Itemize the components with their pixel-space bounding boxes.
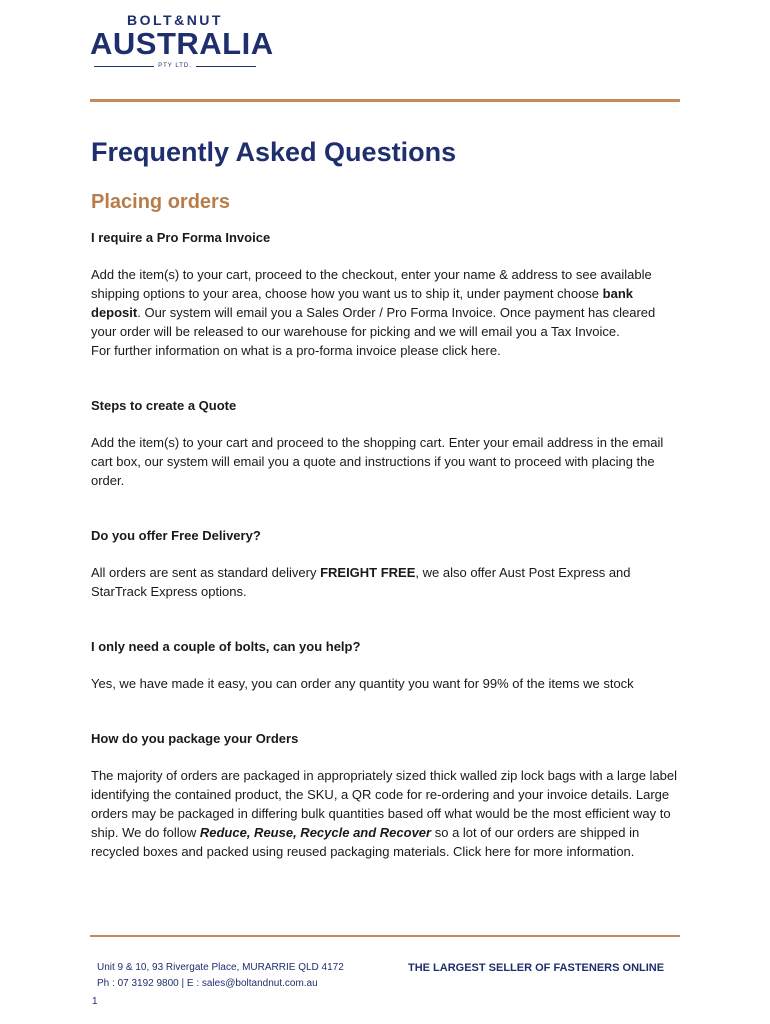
footer-divider [90, 935, 680, 937]
main-content [91, 134, 681, 861]
logo-main-text: AUSTRALIA [90, 26, 274, 61]
logo-sub [90, 62, 260, 70]
faq-answer: Add the item(s) to your cart, proceed to the checkout, enter your name & address to see available shipping options to your area, choose how you want us to ship it, under payment choose bank deposit. Our system will email you a Sales Order / Pro Forma Invoice. Once payment has cleared your order will be released to our warehouse for picking and we will email you a Tax Invoice. For further information on what is a pro-forma invoice please click here. [91, 267, 656, 358]
footer-address: Unit 9 & 10, 93 Rivergate Place, MURARRIE QLD 4172 [97, 962, 344, 973]
logo-sub-text: PTY LTD. [158, 63, 192, 69]
faq-answer: Yes, we have made it easy, you can order any quantity you want for 99% of the items we stock [91, 676, 634, 691]
faq-answer: All orders are sent as standard delivery FREIGHT FREE, we also offer Aust Post Express and StarTrack Express options. [91, 565, 631, 599]
faq-answer: Add the item(s) to your cart and proceed to the shopping cart. Enter your email address in the email cart box, our system will email you a quote and instructions if you want to proceed with placing the order. [91, 435, 664, 488]
faq-item [91, 397, 681, 490]
faq-item [91, 229, 681, 360]
faq-question: Do you offer Free Delivery? [91, 528, 261, 543]
faq-question: I only need a couple of bolts, can you help? [91, 639, 361, 654]
faq-item [91, 638, 681, 693]
header-divider [90, 99, 680, 102]
faq-question: I require a Pro Forma Invoice [91, 230, 271, 245]
faq-item [91, 527, 681, 601]
faq-question: Steps to create a Quote [91, 398, 237, 413]
freight-free-emphasis: FREIGHT FREE [320, 565, 416, 580]
pro-forma-link[interactable]: For further information on what is a pro-forma invoice please click here. [91, 343, 501, 358]
logo-top-text: BOLT&NUT [127, 12, 223, 28]
page-title: Frequently Asked Questions [91, 137, 457, 167]
section-heading: Placing orders [91, 191, 230, 213]
footer-phone-email: Ph : 07 3192 9800 | E : sales@boltandnut.com.au [97, 978, 318, 989]
footer-contact [97, 960, 344, 992]
bank-deposit-emphasis: bank deposit [91, 286, 633, 320]
company-logo [90, 12, 274, 70]
faq-question: How do you package your Orders [91, 731, 299, 746]
recycle-emphasis: Reduce, Reuse, Recycle and Recover [199, 825, 432, 840]
logo-line-left [94, 66, 154, 67]
faq-answer: The majority of orders are packaged in appropriately sized thick walled zip lock bags with a large label identifying the contained product, the SKU, a QR code for re-ordering and your invoice details. Large orders may be packaged in differing bulk quantities based off what would be the most efficient way to ship. We do follow Reduce, Reuse, Recycle and Recover so a lot of our orders are shipped in recycled boxes and packed using reused packaging materials. Click here for more information. [91, 768, 678, 859]
footer-tagline: THE LARGEST SELLER OF FASTENERS ONLINE [408, 962, 665, 974]
page-number: 1 [92, 996, 98, 1007]
faq-item [91, 730, 681, 861]
logo-line-right [196, 66, 256, 67]
